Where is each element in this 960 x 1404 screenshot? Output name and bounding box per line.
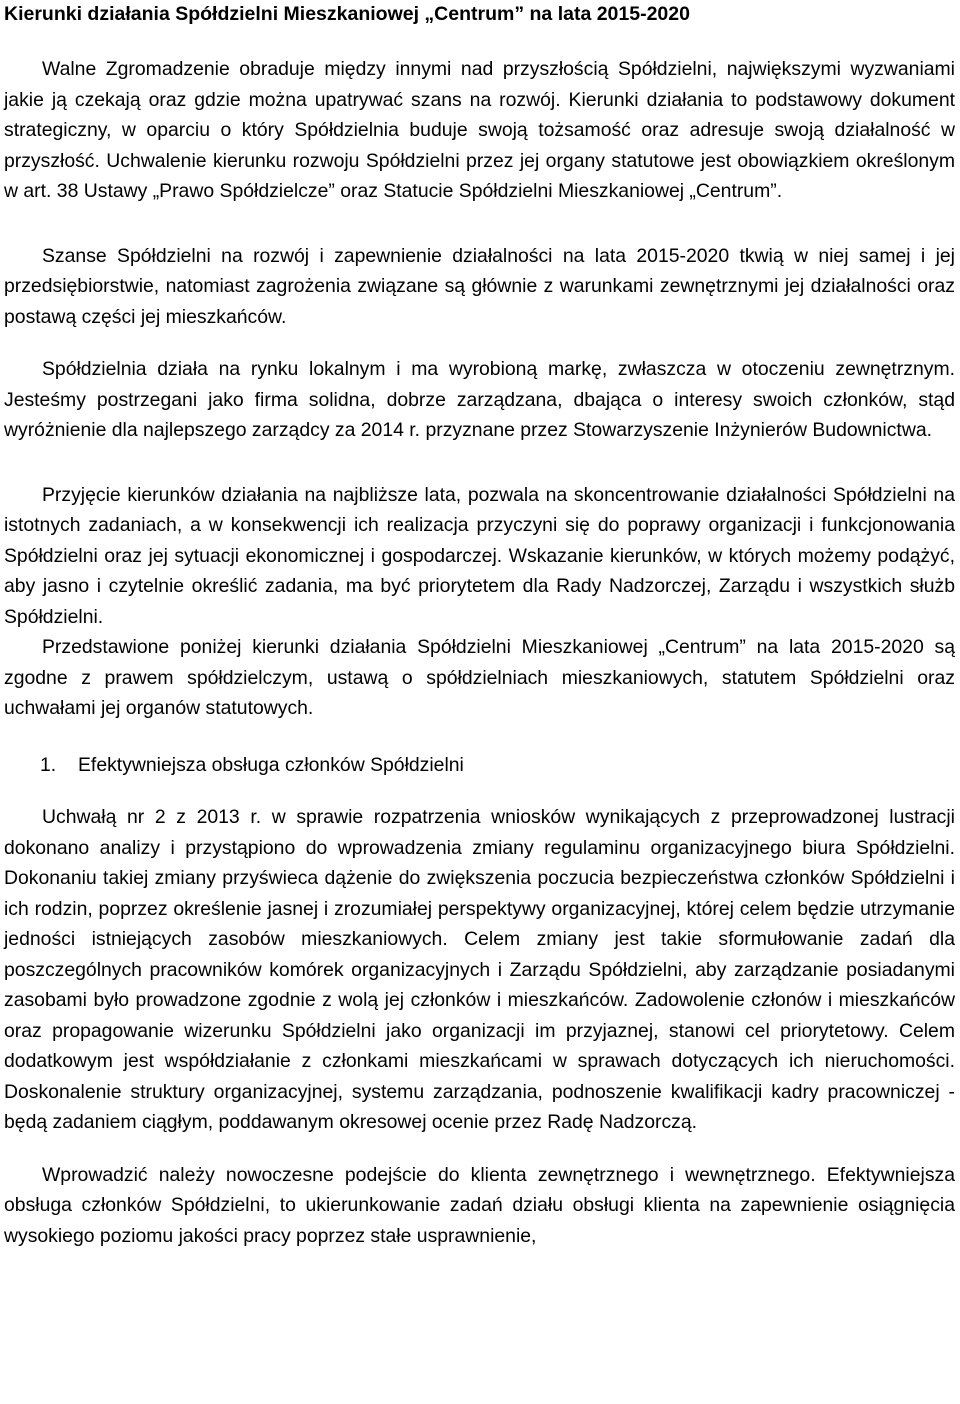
paragraph-market-position: Spółdzielnia działa na rynku lokalnym i ma wyrobioną markę, zwłaszcza w otoczeniu zewnętrznym. Jesteśmy postrzegani jako firma solidna, dobrze zarządzana, dbająca o interesy swoich członków, stąd wyróżnienie dla najlepszego zarządcy za 2014 r. przyznane przez Stowarzyszenie Inżynierów Budownictwa. — [4, 358, 955, 441]
document-title: Kierunki działania Spółdzielni Mieszkaniowej „Centrum” na lata 2015-2020 — [4, 3, 690, 25]
paragraph-client-approach: Wprowadzić należy nowoczesne podejście do klienta zewnętrznego i wewnętrznego. Efektywniejsza obsługa członków Spółdzielni, to ukierunkowanie zadań działu obsługi klienta na zapewnienie osiągnięcia wysokiego poziomu jakości pracy poprzez stałe usprawnienie, — [4, 1163, 955, 1247]
section-title: Efektywniejsza obsługa członków Spółdzielni — [78, 753, 464, 776]
document-page — [4, 0, 955, 1251]
paragraph-opportunities: Szanse Spółdzielni na rozwój i zapewnienie działalności na lata 2015-2020 tkwią w niej samej i jej przedsiębiorstwie, natomiast zagrożenia związane są głównie z warunkami zewnętrznymi jej działalności oraz postawą części jej mieszkańców. — [4, 244, 955, 328]
section-number: 1. — [40, 753, 57, 776]
section-heading — [40, 750, 955, 781]
paragraph-introduction: Walne Zgromadzenie obraduje między innymi nad przyszłością Spółdzielni, największymi wyzwaniami jakie ją czekają oraz gdzie można upatrywać szans na rozwój. Kierunki działania to podstawowy dokument strategiczny, w oparciu o który Spółdzielnia buduje swoją tożsamość oraz adresuje swoją działalność w przyszłość. Uchwalenie kierunku rozwoju Spółdzielni przez jej organy statutowe jest obowiązkiem określonym w art. 38 Ustawy „Prawo Spółdzielcze” oraz Statucie Spółdzielni Mieszkaniowej „Centrum”. — [4, 58, 955, 202]
paragraph-resolution: Uchwałą nr 2 z 2013 r. w sprawie rozpatrzenia wniosków wynikających z przeprowadzonej lustracji dokonano analizy i przystąpiono do wprowadzenia zmiany regulaminu organizacyjnego biura Spółdzielni. Dokonaniu takiej zmiany przyświeca dążenie do zwiększenia poczucia bezpieczeństwa członków Spółdzielni i ich rodzin, poprzez określenie jasnej i zrozumiałej perspektywy organizacyjnej, której celem będzie utrzymanie jedności istniejących zasobów mieszkaniowych. Celem zmiany jest takie sformułowanie zadań dla poszczególnych pracowników komórek organizacyjnych i Zarządu Spółdzielni, aby zarządzanie posiadanymi zasobami było prowadzone zgodnie z wolą jej członków i mieszkańców. Zadowolenie członów i mieszkańców oraz propagowanie wizerunku Spółdzielni jako organizacji im przyjaznej, stanowi cel priorytetowy. Celem dodatkowym jest współdziałanie z członkami mieszkańcami w sprawach dotyczących ich nieruchomości. Doskonalenie struktury organizacyjnej, systemu zarządzania, podnoszenie kwalifikacji kadry pracowniczej - będą zadaniem ciągłym, poddawanym okresowej ocenie przez Radę Nadzorczą. — [4, 806, 955, 1133]
paragraph-directions-adoption: Przyjęcie kierunków działania na najbliższe lata, pozwala na skoncentrowanie działalności Spółdzielni na istotnych zadaniach, a w konsekwencji ich realizacja przyczyni się do poprawy organizacji i funkcjonowania Spółdzielni oraz jej sytuacji ekonomicznej i gospodarczej. Wskazanie kierunków, w których możemy podążyć, aby jasno i czytelnie określić zadania, ma być priorytetem dla Rady Nadzorczej, Zarządu i wszystkich służb Spółdzielni. — [4, 483, 955, 628]
paragraph-legal-compliance: Przedstawione poniżej kierunki działania Spółdzielni Mieszkaniowej „Centrum” na lata 2015-2020 są zgodne z prawem spółdzielczym, ustawą o spółdzielniach mieszkaniowych, statutem Spółdzielni oraz uchwałami jej organów statutowych. — [4, 636, 955, 719]
